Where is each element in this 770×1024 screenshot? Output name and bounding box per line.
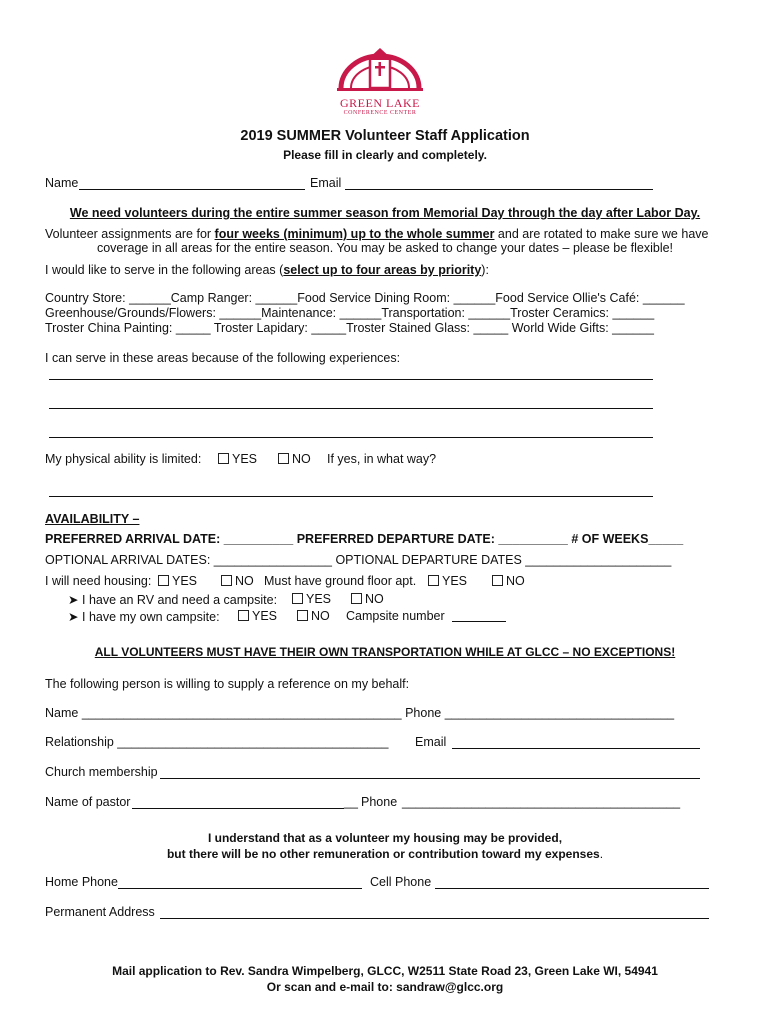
experience-label: I can serve in these areas because of the following experiences: [45,351,401,365]
relationship-field[interactable]: _______________________________________ [117,735,389,749]
checkbox-icon[interactable] [297,610,308,621]
assignments-emphasis: four weeks (minimum) up to the whole summer [214,227,495,241]
areas-row-2[interactable]: Greenhouse/Grounds/Flowers: ______Maintenance: ______Transportation: ______Troster Ceramics: ______ [45,306,655,320]
campsite-number-label: Campsite number [346,609,445,623]
experience-line-2[interactable] [49,408,653,409]
logo [337,44,423,120]
season-notice: We need volunteers during the entire summer season from Memorial Day through the day after Labor Day. [69,206,701,220]
physical-yes-option[interactable]: YES [218,452,257,466]
reference-email-field[interactable] [452,748,700,749]
assignments-post: and are rotated to make sure we have [494,227,709,241]
housing-no-option[interactable]: NO [221,574,254,588]
page-title: 2019 SUMMER Volunteer Staff Application [240,128,530,144]
cell-phone-field[interactable] [435,888,709,889]
pastor-phone-field[interactable]: ________________________________________ [402,795,681,809]
preferred-dates[interactable]: PREFERRED ARRIVAL DATE: __________ PREFERRED DEPARTURE DATE: __________ # OF WEEKS_____ [45,532,684,546]
rv-row: ➤ I have an RV and need a campsite: [68,593,278,607]
logo-name: GREEN LAKE [340,96,420,110]
address-label: Permanent Address [45,905,155,919]
email-field[interactable] [345,189,653,190]
pastor-field-tail[interactable]: __ [344,795,358,809]
checkbox-icon[interactable] [351,593,362,604]
pastor-field[interactable] [132,808,344,809]
checkbox-icon[interactable] [492,575,503,586]
areas-intro [45,263,489,277]
experience-line-1[interactable] [49,379,653,380]
cell-phone-label: Cell Phone [370,875,432,889]
checkbox-icon[interactable] [221,575,232,586]
reference-intro: The following person is willing to supply a reference on my behalf: [45,677,410,691]
physical-detail-line[interactable] [49,496,653,497]
name-label: Name [45,176,79,190]
pastor-phone-label: Phone [361,795,398,809]
experience-line-3[interactable] [49,437,653,438]
checkbox-icon[interactable] [292,593,303,604]
pastor-label: Name of pastor [45,795,131,809]
reference-email-label: Email [415,735,447,749]
areas-intro-pre: I would like to serve in the following areas ( [45,263,284,277]
home-phone-label: Home Phone [45,875,118,889]
transport-notice: ALL VOLUNTEERS MUST HAVE THEIR OWN TRANSPORTATION WHILE AT GLCC – NO EXCEPTIONS! [94,645,676,659]
optional-dates[interactable]: OPTIONAL ARRIVAL DATES: _________________ OPTIONAL DEPARTURE DATES _____________________ [45,553,672,567]
rv-yes-option[interactable]: YES [292,592,331,606]
arrow-bullet-icon: ➤ [68,593,79,607]
name-field[interactable] [79,189,305,190]
reference-name-phone[interactable]: Name ______________________________________________ Phone _________________________________ [45,706,675,720]
address-field[interactable] [160,918,709,919]
checkbox-icon[interactable] [278,453,289,464]
areas-row-1[interactable]: Country Store: ______Camp Ranger: ______Food Service Dining Room: ______Food Service Ollie's Café: ______ [45,291,685,305]
checkbox-icon[interactable] [238,610,249,621]
campsite-no-option[interactable]: NO [297,609,330,623]
areas-intro-post: ): [481,263,489,277]
housing-yes-option[interactable]: YES [158,574,197,588]
housing-label: I will need housing: [45,574,152,588]
availability-heading: AVAILABILITY – [45,512,140,526]
chapel-logo-icon [337,44,423,102]
areas-intro-emphasis: select up to four areas by priority [283,263,482,277]
arrow-bullet-icon: ➤ [68,610,79,624]
checkbox-icon[interactable] [428,575,439,586]
ground-floor-no-option[interactable]: NO [492,574,525,588]
checkbox-icon[interactable] [218,453,229,464]
understand-line-1: I understand that as a volunteer my housing may be provided, [207,831,563,845]
assignments-pre: Volunteer assignments are for [45,227,215,241]
ground-floor-label: Must have ground floor apt. [264,574,417,588]
assignments-text [45,227,708,241]
church-label: Church membership [45,765,158,779]
relationship-label: Relationship _______________________________________ [45,735,389,749]
logo-subtitle: CONFERENCE CENTER [343,110,417,116]
housing-row [45,574,151,588]
checkbox-icon[interactable] [158,575,169,586]
physical-no-option[interactable]: NO [278,452,311,466]
email-instructions: Or scan and e-mail to: sandraw@glcc.org [266,980,504,994]
physical-label: My physical ability is limited: [45,452,202,466]
rv-no-option[interactable]: NO [351,592,384,606]
page-subtitle: Please fill in clearly and completely. [283,148,487,162]
ground-floor-yes-option[interactable]: YES [428,574,467,588]
areas-row-3[interactable]: Troster China Painting: _____ Troster Lapidary: _____Troster Stained Glass: _____ World Wide Gifts: ______ [45,321,654,335]
own-campsite-row: ➤ I have my own campsite: [68,610,220,624]
home-phone-field[interactable] [118,888,362,889]
physical-followup: If yes, in what way? [327,452,437,466]
campsite-number-field[interactable] [452,621,506,622]
email-label: Email [310,176,342,190]
mail-instructions: Mail application to Rev. Sandra Wimpelberg, GLCC, W2511 State Road 23, Green Lake WI, 54941 [112,964,658,978]
church-field[interactable] [160,778,700,779]
campsite-yes-option[interactable]: YES [238,609,277,623]
assignments-line2: coverage in all areas for the entire season. You may be asked to change your dates – please be flexible! [96,241,674,255]
understand-line-2: but there will be no other remuneration or contribution toward my expenses. [166,847,604,861]
